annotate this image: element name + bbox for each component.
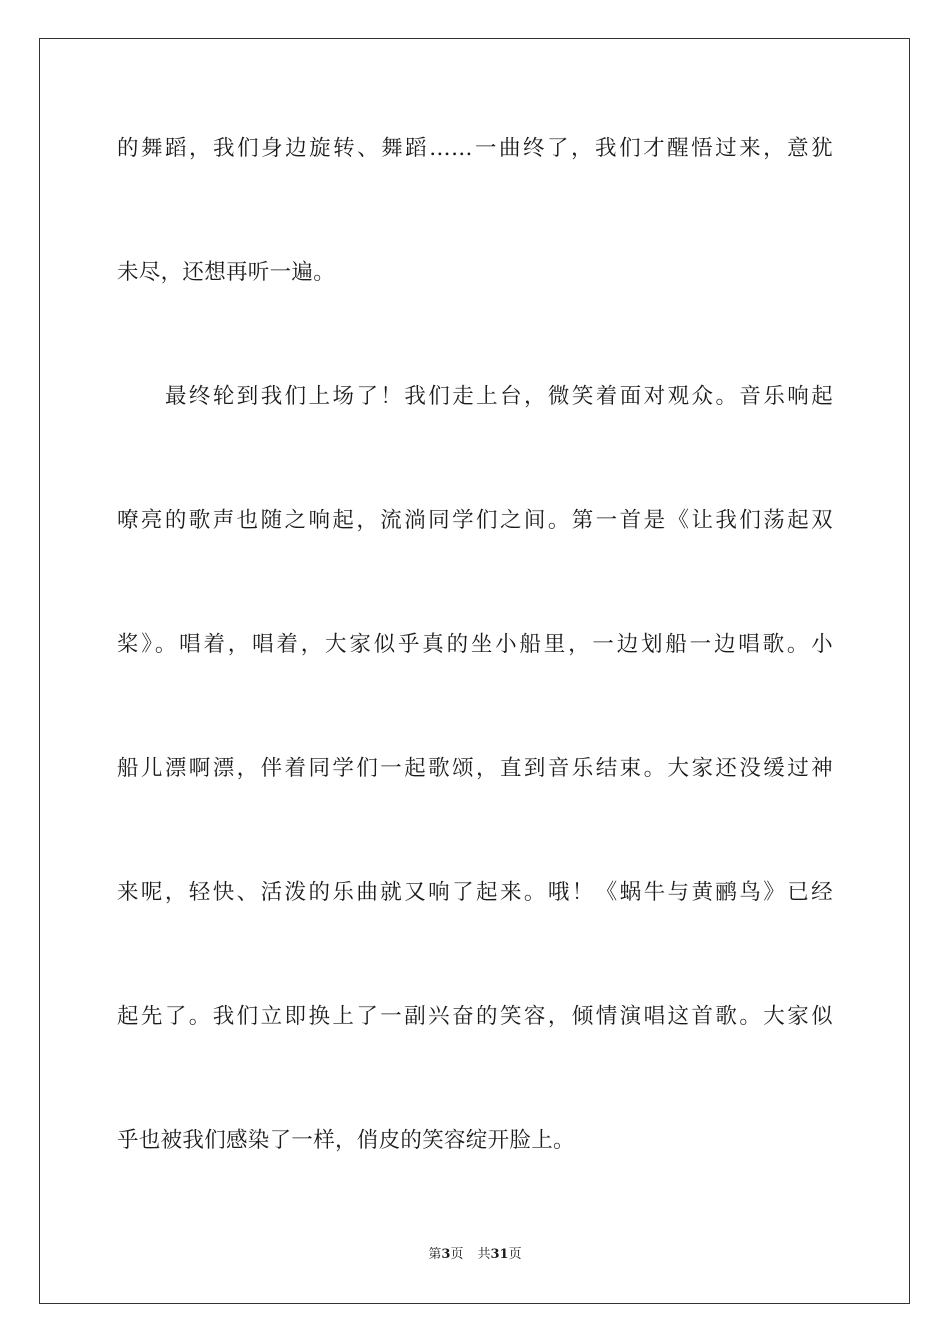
paragraph-line-3: 最终轮到我们上场了！我们走上台，微笑着面对观众。音乐响起 [165, 384, 833, 409]
paragraph-line-8: 起先了。我们立即换上了一副兴奋的笑容，倾情演唱这首歌。大家似 [117, 1004, 833, 1029]
paragraph-line-1: 的舞蹈，我们身边旋转、舞蹈……一曲终了，我们才醒悟过来，意犹 [117, 136, 833, 161]
paragraph-line-4: 嘹亮的歌声也随之响起，流淌同学们之间。第一首是《让我们荡起双 [117, 508, 833, 533]
paragraph-line-6: 船儿漂啊漂，伴着同学们一起歌颂，直到音乐结束。大家还没缓过神 [117, 756, 833, 781]
paragraph-line-5: 桨》。唱着，唱着，大家似乎真的坐小船里，一边划船一边唱歌。小 [117, 632, 833, 657]
paragraph-line-9: 乎也被我们感染了一样，俏皮的笑容绽开脸上。 [117, 1128, 575, 1153]
total-prefix: 共 [477, 1247, 491, 1262]
page-border [39, 38, 910, 1304]
page-footer [0, 1245, 950, 1265]
paragraph-line-7: 来呢，轻快、活泼的乐曲就又响了起来。哦！《蜗牛与黄鹂鸟》已经 [117, 880, 833, 905]
total-suffix: 页 [508, 1247, 522, 1262]
total-pages: 31 [490, 1247, 509, 1262]
page-suffix: 页 [450, 1247, 464, 1262]
page-prefix: 第 [428, 1247, 442, 1262]
paragraph-line-2: 未尽，还想再听一遍。 [117, 260, 336, 285]
page-number: 3 [441, 1247, 451, 1262]
